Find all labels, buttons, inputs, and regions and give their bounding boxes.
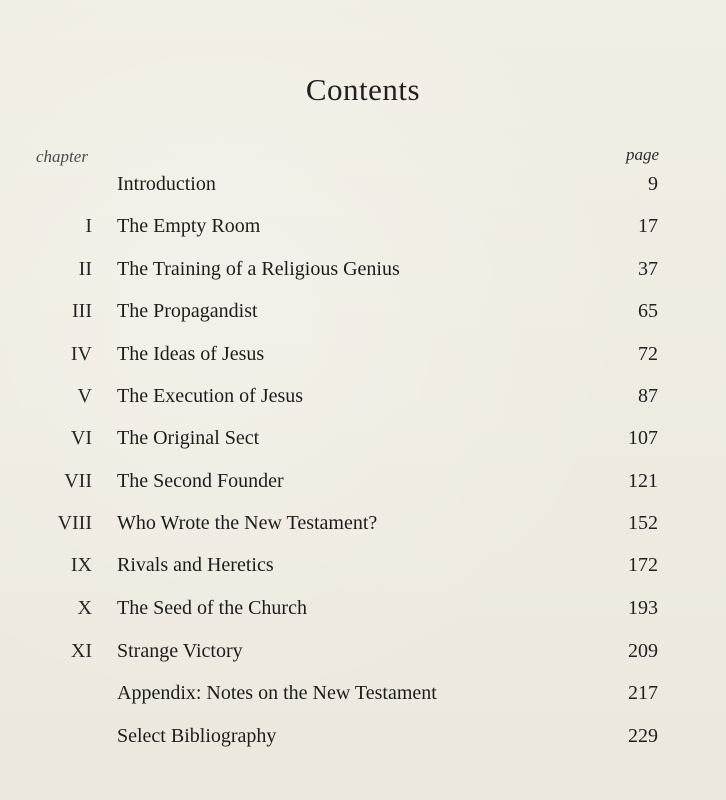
page-number: 87	[638, 385, 658, 407]
chapter-title: The Propagandist	[117, 300, 258, 322]
chapter-number: VII	[64, 470, 92, 492]
chapter-number: III	[72, 300, 92, 322]
chapter-title: The Training of a Religious Genius	[117, 258, 400, 280]
toc-entry-chapter-10	[0, 593, 726, 623]
page-number: 17	[638, 215, 658, 237]
chapter-title: The Second Founder	[117, 470, 284, 492]
chapter-number: VI	[70, 427, 92, 449]
chapter-title: The Original Sect	[117, 427, 260, 449]
chapter-number: X	[77, 597, 92, 619]
page-column-header: page	[625, 145, 659, 164]
chapter-number: IX	[70, 554, 92, 576]
chapter-title: Introduction	[117, 173, 216, 195]
page-number: 172	[628, 554, 658, 576]
chapter-title: Select Bibliography	[117, 725, 277, 747]
page-number: 193	[628, 597, 658, 619]
chapter-title: The Empty Room	[117, 215, 261, 237]
chapter-number: II	[78, 258, 92, 280]
chapter-column-header: chapter	[36, 147, 88, 166]
chapter-number: IV	[70, 343, 92, 365]
toc-entry-appendix	[0, 678, 726, 708]
chapter-title: The Execution of Jesus	[117, 385, 304, 407]
toc-entry-chapter-7	[0, 466, 726, 496]
chapter-number: V	[77, 385, 92, 407]
chapter-title: Who Wrote the New Testament?	[117, 512, 378, 534]
chapter-title: The Ideas of Jesus	[117, 343, 265, 365]
page-number: 217	[628, 682, 658, 704]
page-number: 229	[628, 725, 658, 747]
toc-entry-introduction	[0, 169, 726, 199]
toc-entry-chapter-9	[0, 550, 726, 580]
page-number: 9	[648, 173, 658, 195]
toc-entry-chapter-5	[0, 381, 726, 411]
page-number: 152	[628, 512, 658, 534]
toc-entry-chapter-8	[0, 508, 726, 538]
page-title: Contents	[305, 72, 421, 107]
toc-entry-chapter-11	[0, 636, 726, 666]
page-number: 121	[628, 470, 658, 492]
chapter-title: Rivals and Heretics	[117, 554, 274, 576]
chapter-number: XI	[70, 640, 92, 662]
page-number: 107	[628, 427, 658, 449]
chapter-title: Strange Victory	[117, 640, 243, 662]
page-number: 72	[638, 343, 658, 365]
toc-entry-chapter-4	[0, 339, 726, 369]
toc-entry-chapter-3	[0, 296, 726, 326]
page-number: 65	[638, 300, 658, 322]
toc-entry-chapter-6	[0, 423, 726, 453]
chapter-number: I	[85, 215, 92, 237]
chapter-title: Appendix: Notes on the New Testament	[117, 682, 437, 704]
toc-entry-chapter-2	[0, 254, 726, 284]
toc-entry-chapter-1	[0, 211, 726, 241]
page-number: 37	[638, 258, 658, 280]
toc-entry-bibliography	[0, 721, 726, 751]
page-number: 209	[628, 640, 658, 662]
chapter-number: VIII	[57, 512, 92, 534]
chapter-title: The Seed of the Church	[117, 597, 307, 619]
